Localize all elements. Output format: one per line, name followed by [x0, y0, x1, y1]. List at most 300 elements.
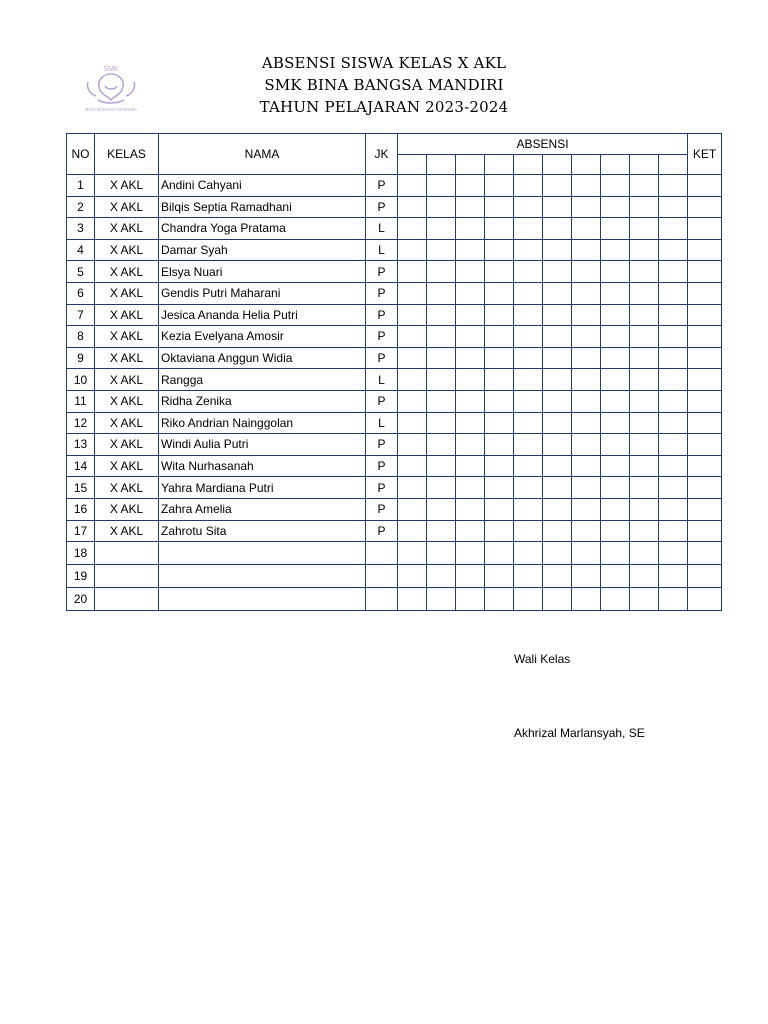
row-no: 20 [67, 588, 95, 611]
heading-title: ABSENSI SISWA KELAS X AKL [261, 54, 507, 72]
row-ket [688, 434, 722, 456]
attendance-cell [601, 498, 630, 520]
row-nama: Andini Cahyani [159, 175, 366, 197]
table-row [67, 347, 722, 369]
attendance-cell [398, 218, 427, 240]
row-nama [159, 542, 366, 565]
absensi-day-cell [572, 155, 601, 175]
attendance-cell [543, 175, 572, 197]
row-ket [688, 282, 722, 304]
attendance-cell [398, 588, 427, 611]
attendance-cell [398, 261, 427, 283]
attendance-cell [485, 369, 514, 391]
attendance-cell [630, 588, 659, 611]
attendance-cell [543, 520, 572, 542]
row-nama: Gendis Putri Maharani [159, 282, 366, 304]
attendance-cell [572, 196, 601, 218]
attendance-cell [572, 347, 601, 369]
attendance-cell [456, 304, 485, 326]
attendance-cell [427, 412, 456, 434]
signature-name: Akhrizal Marlansyah, SE [514, 726, 645, 740]
row-ket [688, 455, 722, 477]
attendance-cell [659, 261, 688, 283]
attendance-cell [514, 196, 543, 218]
header-kelas: KELAS [95, 134, 159, 175]
row-nama: Wita Nurhasanah [159, 455, 366, 477]
attendance-cell [485, 412, 514, 434]
attendance-cell [485, 477, 514, 499]
row-ket [688, 588, 722, 611]
attendance-cell [398, 565, 427, 588]
absensi-day-cell [514, 155, 543, 175]
row-kelas: X AKL [95, 347, 159, 369]
row-ket [688, 369, 722, 391]
signature-title: Wali Kelas [514, 652, 571, 666]
attendance-cell [572, 542, 601, 565]
row-ket [688, 175, 722, 197]
attendance-cell [659, 412, 688, 434]
attendance-cell [398, 520, 427, 542]
table-row [67, 196, 722, 218]
attendance-cell [630, 347, 659, 369]
attendance-cell [601, 520, 630, 542]
absensi-day-cell [601, 155, 630, 175]
row-kelas: X AKL [95, 282, 159, 304]
attendance-cell [601, 412, 630, 434]
attendance-cell [427, 218, 456, 240]
attendance-cell [514, 588, 543, 611]
row-kelas [95, 588, 159, 611]
row-jk: P [366, 520, 398, 542]
attendance-cell [543, 282, 572, 304]
row-no: 8 [67, 326, 95, 348]
table-row [67, 282, 722, 304]
attendance-cell [398, 434, 427, 456]
attendance-cell [427, 542, 456, 565]
logo-text: SMK [103, 66, 119, 73]
attendance-cell [427, 304, 456, 326]
attendance-cell [485, 175, 514, 197]
attendance-cell [659, 520, 688, 542]
heading-year: TAHUN PELAJARAN 2023-2024 [259, 98, 509, 116]
table-row [67, 239, 722, 261]
attendance-cell [601, 565, 630, 588]
absensi-day-cell [485, 155, 514, 175]
row-jk: P [366, 304, 398, 326]
attendance-cell [659, 390, 688, 412]
attendance-cell [398, 390, 427, 412]
attendance-cell [398, 542, 427, 565]
attendance-cell [601, 588, 630, 611]
row-nama: Damar Syah [159, 239, 366, 261]
table-row [67, 498, 722, 520]
attendance-cell [485, 434, 514, 456]
row-no: 19 [67, 565, 95, 588]
table-row [67, 455, 722, 477]
row-kelas: X AKL [95, 412, 159, 434]
attendance-cell [398, 196, 427, 218]
attendance-cell [601, 347, 630, 369]
row-nama: Ridha Zenika [159, 390, 366, 412]
attendance-cell [456, 390, 485, 412]
row-ket [688, 390, 722, 412]
attendance-cell [572, 390, 601, 412]
row-ket [688, 218, 722, 240]
attendance-cell [543, 261, 572, 283]
table-header-row [67, 134, 722, 155]
row-no: 17 [67, 520, 95, 542]
attendance-cell [485, 588, 514, 611]
attendance-cell [630, 196, 659, 218]
attendance-cell [659, 196, 688, 218]
attendance-cell [630, 175, 659, 197]
row-jk: P [366, 326, 398, 348]
attendance-cell [659, 434, 688, 456]
attendance-cell [427, 477, 456, 499]
attendance-cell [456, 520, 485, 542]
attendance-cell [514, 412, 543, 434]
row-jk: P [366, 175, 398, 197]
header-ket: KET [688, 134, 722, 175]
attendance-cell [601, 196, 630, 218]
row-kelas: X AKL [95, 434, 159, 456]
attendance-cell [427, 175, 456, 197]
attendance-cell [659, 347, 688, 369]
row-jk [366, 542, 398, 565]
attendance-cell [572, 588, 601, 611]
row-ket [688, 520, 722, 542]
table-row [67, 175, 722, 197]
attendance-cell [398, 412, 427, 434]
row-no: 15 [67, 477, 95, 499]
attendance-cell [601, 304, 630, 326]
attendance-cell [456, 588, 485, 611]
attendance-cell [543, 218, 572, 240]
attendance-cell [456, 326, 485, 348]
table-row [67, 412, 722, 434]
attendance-cell [543, 588, 572, 611]
attendance-cell [543, 390, 572, 412]
attendance-cell [601, 369, 630, 391]
attendance-cell [456, 565, 485, 588]
attendance-cell [543, 369, 572, 391]
attendance-cell [572, 218, 601, 240]
attendance-cell [456, 477, 485, 499]
table-row [67, 218, 722, 240]
row-ket [688, 304, 722, 326]
attendance-cell [601, 434, 630, 456]
attendance-cell [398, 326, 427, 348]
attendance-cell [456, 455, 485, 477]
attendance-cell [601, 455, 630, 477]
table-row [67, 261, 722, 283]
attendance-cell [398, 239, 427, 261]
row-ket [688, 498, 722, 520]
table-row [67, 542, 722, 565]
attendance-cell [572, 498, 601, 520]
attendance-cell [543, 412, 572, 434]
attendance-cell [572, 412, 601, 434]
attendance-cell [456, 282, 485, 304]
attendance-cell [456, 412, 485, 434]
row-jk: P [366, 347, 398, 369]
row-nama: Bilqis Septia Ramadhani [159, 196, 366, 218]
attendance-cell [427, 239, 456, 261]
attendance-cell [659, 282, 688, 304]
row-jk: P [366, 498, 398, 520]
row-jk: L [366, 412, 398, 434]
attendance-cell [427, 455, 456, 477]
attendance-cell [514, 239, 543, 261]
attendance-cell [659, 498, 688, 520]
row-no: 18 [67, 542, 95, 565]
document-heading [0, 52, 768, 118]
attendance-cell [659, 588, 688, 611]
attendance-cell [398, 455, 427, 477]
attendance-cell [601, 218, 630, 240]
row-kelas: X AKL [95, 520, 159, 542]
row-no: 16 [67, 498, 95, 520]
attendance-cell [456, 218, 485, 240]
attendance-cell [630, 282, 659, 304]
attendance-cell [427, 520, 456, 542]
row-jk: P [366, 196, 398, 218]
attendance-cell [456, 239, 485, 261]
absensi-day-cell [427, 155, 456, 175]
attendance-cell [659, 175, 688, 197]
header-absensi: ABSENSI [398, 134, 688, 155]
header-nama: NAMA [159, 134, 366, 175]
row-no: 12 [67, 412, 95, 434]
attendance-cell [543, 498, 572, 520]
attendance-cell [427, 588, 456, 611]
attendance-cell [398, 304, 427, 326]
attendance-cell [514, 218, 543, 240]
row-nama: Oktaviana Anggun Widia [159, 347, 366, 369]
attendance-cell [398, 282, 427, 304]
row-kelas: X AKL [95, 477, 159, 499]
attendance-cell [514, 175, 543, 197]
absensi-day-cell [659, 155, 688, 175]
attendance-cell [485, 347, 514, 369]
row-no: 10 [67, 369, 95, 391]
attendance-cell [485, 282, 514, 304]
attendance-cell [659, 326, 688, 348]
absensi-day-cell [456, 155, 485, 175]
attendance-cell [427, 369, 456, 391]
attendance-cell [543, 542, 572, 565]
row-no: 4 [67, 239, 95, 261]
attendance-cell [456, 434, 485, 456]
attendance-cell [427, 498, 456, 520]
row-no: 1 [67, 175, 95, 197]
attendance-cell [514, 369, 543, 391]
attendance-cell [485, 239, 514, 261]
row-kelas: X AKL [95, 390, 159, 412]
attendance-cell [514, 434, 543, 456]
row-jk: P [366, 455, 398, 477]
attendance-cell [485, 326, 514, 348]
attendance-cell [543, 477, 572, 499]
attendance-cell [601, 477, 630, 499]
row-nama: Zahra Amelia [159, 498, 366, 520]
attendance-cell [398, 477, 427, 499]
attendance-cell [659, 565, 688, 588]
row-jk: P [366, 477, 398, 499]
row-no: 7 [67, 304, 95, 326]
attendance-cell [572, 326, 601, 348]
attendance-cell [427, 282, 456, 304]
attendance-cell [485, 520, 514, 542]
row-nama: Chandra Yoga Pratama [159, 218, 366, 240]
attendance-cell [514, 520, 543, 542]
attendance-cell [456, 369, 485, 391]
logo-subtext: BINA BANGSA MANDIRI [85, 107, 137, 112]
row-no: 2 [67, 196, 95, 218]
row-ket [688, 477, 722, 499]
row-ket [688, 261, 722, 283]
row-kelas: X AKL [95, 369, 159, 391]
attendance-cell [601, 175, 630, 197]
absensi-day-cell [630, 155, 659, 175]
row-no: 11 [67, 390, 95, 412]
table-row [67, 477, 722, 499]
attendance-cell [427, 347, 456, 369]
attendance-cell [572, 434, 601, 456]
attendance-cell [630, 390, 659, 412]
row-no: 6 [67, 282, 95, 304]
attendance-cell [456, 175, 485, 197]
attendance-cell [630, 477, 659, 499]
attendance-cell [456, 542, 485, 565]
attendance-cell [485, 261, 514, 283]
row-nama [159, 565, 366, 588]
row-kelas: X AKL [95, 455, 159, 477]
row-nama: Rangga [159, 369, 366, 391]
attendance-cell [572, 261, 601, 283]
attendance-cell [543, 565, 572, 588]
table-row [67, 369, 722, 391]
attendance-cell [630, 455, 659, 477]
header-jk: JK [366, 134, 398, 175]
table-row [67, 588, 722, 611]
attendance-cell [427, 390, 456, 412]
row-kelas: X AKL [95, 498, 159, 520]
attendance-cell [514, 498, 543, 520]
row-kelas: X AKL [95, 304, 159, 326]
row-kelas: X AKL [95, 261, 159, 283]
attendance-cell [572, 455, 601, 477]
row-no: 14 [67, 455, 95, 477]
attendance-cell [427, 196, 456, 218]
attendance-cell [514, 261, 543, 283]
row-jk: P [366, 390, 398, 412]
absensi-day-cell [543, 155, 572, 175]
attendance-cell [398, 498, 427, 520]
attendance-cell [659, 304, 688, 326]
row-jk: L [366, 239, 398, 261]
row-kelas [95, 542, 159, 565]
row-kelas [95, 565, 159, 588]
row-kelas: X AKL [95, 239, 159, 261]
attendance-cell [572, 304, 601, 326]
attendance-cell [514, 282, 543, 304]
attendance-cell [572, 282, 601, 304]
attendance-cell [514, 326, 543, 348]
attendance-cell [514, 347, 543, 369]
row-ket [688, 347, 722, 369]
row-jk [366, 565, 398, 588]
attendance-cell [601, 239, 630, 261]
row-nama: Kezia Evelyana Amosir [159, 326, 366, 348]
attendance-cell [543, 239, 572, 261]
attendance-cell [572, 477, 601, 499]
row-jk: P [366, 261, 398, 283]
attendance-cell [427, 565, 456, 588]
attendance-cell [543, 434, 572, 456]
attendance-cell [630, 218, 659, 240]
attendance-cell [630, 542, 659, 565]
row-no: 5 [67, 261, 95, 283]
attendance-cell [630, 369, 659, 391]
attendance-cell [630, 498, 659, 520]
attendance-cell [485, 565, 514, 588]
row-nama: Jesica Ananda Helia Putri [159, 304, 366, 326]
attendance-cell [514, 304, 543, 326]
row-nama: Riko Andrian Nainggolan [159, 412, 366, 434]
attendance-cell [543, 196, 572, 218]
attendance-cell [572, 239, 601, 261]
attendance-cell [659, 455, 688, 477]
table-row [67, 565, 722, 588]
row-kelas: X AKL [95, 218, 159, 240]
attendance-cell [601, 282, 630, 304]
header-no: NO [67, 134, 95, 175]
row-ket [688, 565, 722, 588]
row-jk [366, 588, 398, 611]
table-row [67, 326, 722, 348]
row-kelas: X AKL [95, 196, 159, 218]
attendance-cell [485, 542, 514, 565]
attendance-cell [427, 326, 456, 348]
attendance-cell [630, 412, 659, 434]
row-ket [688, 412, 722, 434]
attendance-cell [601, 390, 630, 412]
row-kelas: X AKL [95, 175, 159, 197]
attendance-cell [572, 520, 601, 542]
attendance-cell [659, 542, 688, 565]
row-jk: L [366, 369, 398, 391]
row-ket [688, 196, 722, 218]
row-nama: Zahrotu Sita [159, 520, 366, 542]
row-nama [159, 588, 366, 611]
attendance-cell [514, 565, 543, 588]
attendance-cell [398, 175, 427, 197]
attendance-cell [485, 390, 514, 412]
attendance-cell [572, 369, 601, 391]
table-row [67, 390, 722, 412]
attendance-cell [514, 390, 543, 412]
attendance-table [66, 133, 722, 611]
row-ket [688, 542, 722, 565]
row-ket [688, 326, 722, 348]
row-jk: L [366, 218, 398, 240]
attendance-cell [659, 369, 688, 391]
attendance-cell [601, 261, 630, 283]
attendance-cell [514, 455, 543, 477]
table-row [67, 434, 722, 456]
attendance-cell [630, 434, 659, 456]
